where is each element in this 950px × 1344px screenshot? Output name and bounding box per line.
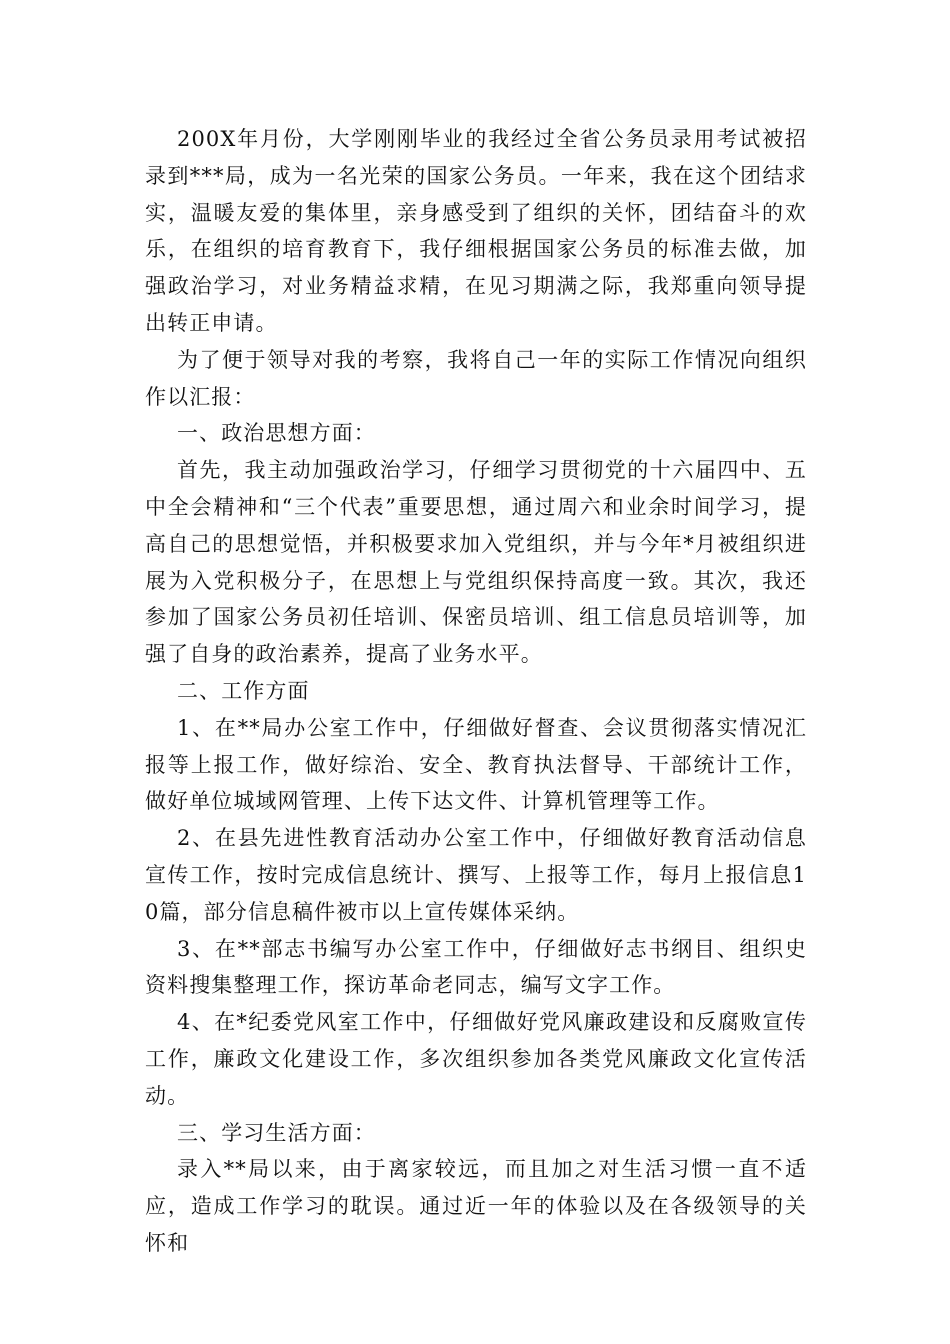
section-heading-study-life: 三、学习生活方面：	[177, 1120, 376, 1145]
paragraph-work-item-2: 2、在县先进性教育活动办公室工作中，仔细做好教育活动信息宣传工作，按时完成信息统计、撰写、上报等工作，每月上报信息10篇，部分信息稿件被市以上宣传媒体采纳。	[145, 826, 807, 924]
paragraph-political: 首先，我主动加强政治学习，仔细学习贯彻党的十六届四中、五中全会精神和“三个代表”重要思想，通过周六和业余时间学习，提高自己的思想觉悟，并积极要求加入党组织，并与今年*月被组织进展为入党积极分子，在思想上与党组织保持高度一致。其次，我还参加了国家公务员初任培训、保密员培训、组工信息员培训等，加强了自身的政治素养，提高了业务水平。	[145, 458, 807, 667]
document-body	[145, 0, 807, 1262]
paragraph-work-item-1: 1、在**局办公室工作中，仔细做好督查、会议贯彻落实情况汇报等上报工作，做好综治、安全、教育执法督导、干部统计工作，做好单位城域网管理、上传下达文件、计算机管理等工作。	[145, 715, 807, 814]
paragraph-work-item-4: 4、在*纪委党风室工作中，仔细做好党风廉政建设和反腐败宣传工作，廉政文化建设工作，多次组织参加各类党风廉政文化宣传活动。	[145, 1010, 807, 1108]
paragraph-report-preface: 为了便于领导对我的考察，我将自己一年的实际工作情况向组织作以汇报：	[145, 347, 807, 409]
section-heading-political: 一、政治思想方面：	[177, 421, 376, 446]
section-heading-work: 二、工作方面	[177, 678, 310, 703]
paragraph-work-item-3: 3、在**部志书编写办公室工作中，仔细做好志书纲目、组织史资料搜集整理工作，探访革命老同志，编写文字工作。	[145, 936, 807, 998]
paragraph-intro: 200X年月份，大学刚刚毕业的我经过全省公务员录用考试被招录到***局，成为一名光荣的国家公务员。一年来，我在这个团结求实，温暖友爱的集体里，亲身感受到了组织的关怀，团结奋斗的欢乐，在组织的培育教育下，我仔细根据国家公务员的标准去做，加强政治学习，对业务精益求精，在见习期满之际，我郑重向领导提出转正申请。	[145, 127, 807, 335]
paragraph-study-life: 录入**局以来，由于离家较远，而且加之对生活习惯一直不适应，造成工作学习的耽误。通过近一年的体验以及在各级领导的关怀和	[145, 1157, 807, 1255]
